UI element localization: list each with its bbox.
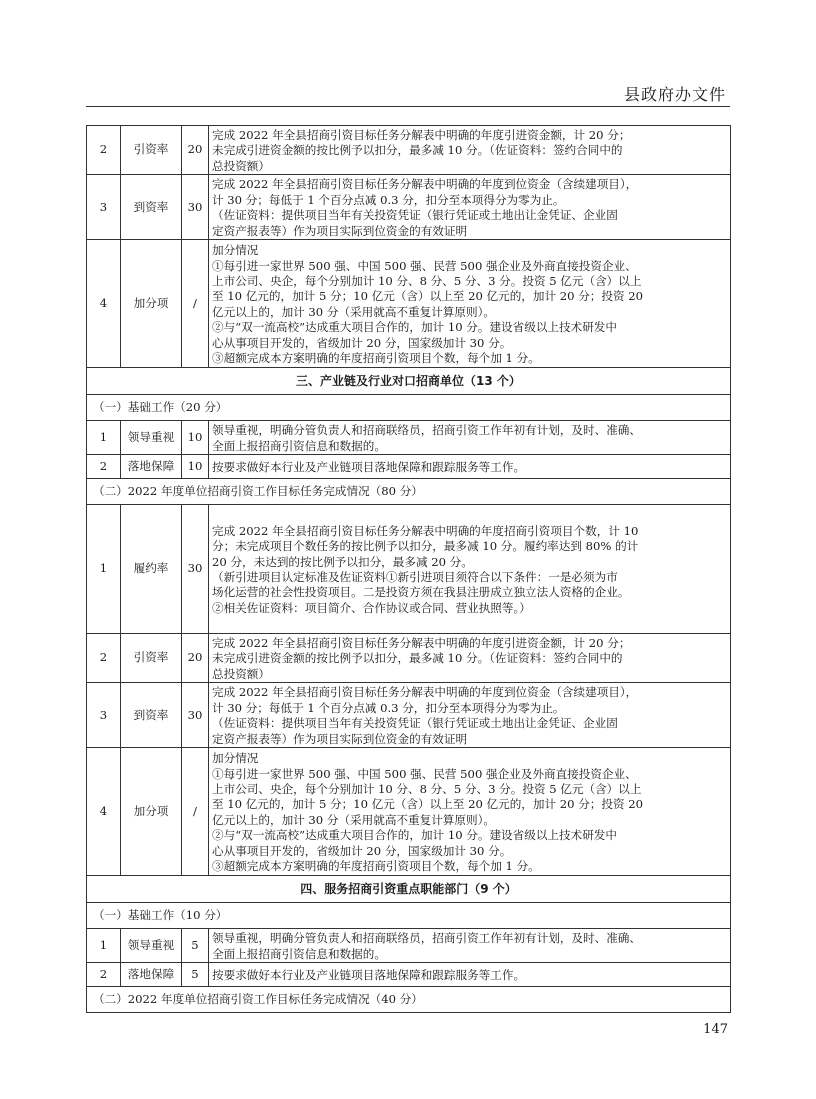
criteria-line: 全面上报招商引资信息和数据的。 — [212, 438, 386, 453]
document-header-title: 县政府办文件 — [623, 85, 726, 104]
item-score: 10 — [182, 421, 209, 455]
criteria-description — [209, 963, 731, 987]
criteria-line: 至 10 亿元的，加计 5 分；10 亿元（含）以上至 20 亿元的，加计 20 分；投资 20 — [212, 289, 644, 304]
item-name: 引资率 — [121, 126, 182, 175]
subsection-heading: （二）2022 年度单位招商引资工作目标任务完成情况（40 分） — [87, 987, 731, 1013]
item-score: 5 — [182, 929, 209, 963]
criteria-line: 至 10 亿元的，加计 5 分；10 亿元（含）以上至 20 亿元的，加计 20 分；投资 20 — [212, 797, 644, 812]
table-row — [87, 126, 731, 175]
subsection-heading-row — [87, 479, 731, 505]
criteria-line: ②相关佐证资料：项目简介、合作协议或合同、营业执照等。） — [212, 600, 531, 615]
criteria-line: 场化运营的社会性投资项目。二是投资方须在我县注册成立独立法人资格的企业。 — [212, 585, 630, 600]
criteria-line: 计 30 分；每低于 1 个百分点减 0.3 分，扣分至本项得分为零为止。 — [212, 700, 565, 715]
item-score: 30 — [182, 175, 209, 240]
row-number: 2 — [87, 634, 121, 683]
row-number: 1 — [87, 421, 121, 455]
item-score: 5 — [182, 963, 209, 987]
criteria-description — [209, 126, 731, 175]
item-score: / — [182, 748, 209, 876]
criteria-line: 亿元以上的，加计 30 分（采用就高不重复计算原则）。 — [212, 812, 495, 827]
item-score: 20 — [182, 126, 209, 175]
item-name: 引资率 — [121, 634, 182, 683]
item-name: 到资率 — [121, 175, 182, 240]
item-score: 30 — [182, 683, 209, 748]
table-row — [87, 421, 731, 455]
table-row — [87, 929, 731, 963]
criteria-description — [209, 240, 731, 368]
criteria-description — [209, 421, 731, 455]
criteria-line: 按要求做好本行业及产业链项目落地保障和跟踪服务等工作。 — [212, 967, 526, 982]
criteria-line: 定资产报表等）作为项目实际到位资金的有效证明 — [212, 223, 468, 238]
criteria-description — [209, 748, 731, 876]
table-row — [87, 748, 731, 876]
item-name: 加分项 — [121, 748, 182, 876]
criteria-line: 计 30 分；每低于 1 个百分点减 0.3 分，扣分至本项得分为零为止。 — [212, 192, 565, 207]
criteria-description — [209, 929, 731, 963]
criteria-description — [209, 175, 731, 240]
item-score: 20 — [182, 634, 209, 683]
section-heading-row — [87, 368, 731, 395]
criteria-line: ②与“双一流高校”达成重大项目合作的，加计 10 分。建设省级以上技术研发中 — [212, 320, 617, 335]
criteria-line: 定资产报表等）作为项目实际到位资金的有效证明 — [212, 731, 468, 746]
criteria-line: 领导重视，明确分管负责人和招商联络员，招商引资工作年初有计划，及时、准确、 — [212, 931, 641, 946]
criteria-line: 加分情况 — [212, 751, 259, 766]
criteria-line: 总投资额） — [212, 666, 270, 681]
page-number: 147 — [703, 1022, 728, 1037]
row-number: 3 — [87, 175, 121, 240]
criteria-line: 心从事项目开发的，省级加计 20 分，国家级加计 30 分。 — [212, 335, 512, 350]
subsection-heading: （二）2022 年度单位招商引资工作目标任务完成情况（80 分） — [87, 479, 731, 505]
criteria-line: 按要求做好本行业及产业链项目落地保障和跟踪服务等工作。 — [212, 459, 526, 474]
subsection-heading: （一）基础工作（10 分） — [87, 903, 731, 929]
criteria-description — [209, 634, 731, 683]
criteria-line: 未完成引进资金额的按比例予以扣分，最多减 10 分。（佐证资料：签约合同中的 — [212, 651, 623, 666]
item-name: 落地保障 — [121, 963, 182, 987]
criteria-line: ③超额完成本方案明确的年度招商引资项目个数，每个加 1 分。 — [212, 858, 540, 873]
header-divider — [86, 106, 730, 107]
section-heading-row — [87, 876, 731, 903]
criteria-line: 上市公司、央企，每个分别加计 10 分、8 分、5 分、3 分。投资 5 亿元（含）以上 — [212, 781, 642, 796]
row-number: 2 — [87, 963, 121, 987]
criteria-line: ②与“双一流高校”达成重大项目合作的，加计 10 分。建设省级以上技术研发中 — [212, 828, 617, 843]
criteria-line: 领导重视，明确分管负责人和招商联络员，招商引资工作年初有计划，及时、准确、 — [212, 423, 641, 438]
table-row — [87, 455, 731, 479]
criteria-line: 完成 2022 年全县招商引资目标任务分解表中明确的年度引进资金额，计 20 分； — [212, 636, 631, 651]
table-row — [87, 963, 731, 987]
row-number: 2 — [87, 126, 121, 175]
criteria-line: ①每引进一家世界 500 强、中国 500 强、民营 500 强企业及外商直接投资企业、 — [212, 258, 637, 273]
item-name: 加分项 — [121, 240, 182, 368]
table-row — [87, 175, 731, 240]
item-name: 领导重视 — [121, 929, 182, 963]
criteria-line: （新引进项目认定标准及佐证资料①新引进项目须符合以下条件：一是必须为市 — [212, 570, 618, 585]
item-score: 10 — [182, 455, 209, 479]
criteria-line: 完成 2022 年全县招商引资目标任务分解表中明确的年度到位资金（含续建项目）， — [212, 177, 638, 192]
criteria-line: 加分情况 — [212, 243, 259, 258]
section-heading: 四、服务招商引资重点职能部门（9 个） — [87, 876, 731, 903]
item-score: 30 — [182, 505, 209, 634]
subsection-heading-row — [87, 903, 731, 929]
criteria-line: 上市公司、央企，每个分别加计 10 分、8 分、5 分、3 分。投资 5 亿元（含）以上 — [212, 273, 642, 288]
criteria-line: ①每引进一家世界 500 强、中国 500 强、民营 500 强企业及外商直接投资企业、 — [212, 766, 637, 781]
section-heading: 三、产业链及行业对口招商单位（13 个） — [87, 368, 731, 395]
table-row — [87, 634, 731, 683]
criteria-line: 完成 2022 年全县招商引资目标任务分解表中明确的年度到位资金（含续建项目）， — [212, 685, 638, 700]
row-number: 3 — [87, 683, 121, 748]
criteria-description — [209, 683, 731, 748]
row-number: 4 — [87, 748, 121, 876]
criteria-line: 亿元以上的，加计 30 分（采用就高不重复计算原则）。 — [212, 304, 495, 319]
criteria-line: 未完成引进资金额的按比例予以扣分，最多减 10 分。（佐证资料：签约合同中的 — [212, 143, 623, 158]
table-row — [87, 683, 731, 748]
item-name: 落地保障 — [121, 455, 182, 479]
item-name: 履约率 — [121, 505, 182, 634]
item-score: / — [182, 240, 209, 368]
row-number: 1 — [87, 929, 121, 963]
criteria-description — [209, 505, 731, 634]
subsection-heading: （一）基础工作（20 分） — [87, 395, 731, 421]
scoring-table — [86, 125, 731, 1013]
item-name: 到资率 — [121, 683, 182, 748]
table-row — [87, 505, 731, 634]
row-number: 2 — [87, 455, 121, 479]
subsection-heading-row — [87, 395, 731, 421]
row-number: 4 — [87, 240, 121, 368]
row-number: 1 — [87, 505, 121, 634]
criteria-line: 分；未完成项目个数任务的按比例予以扣分，最多减 10 分。履约率达到 80% 的计 — [212, 539, 639, 554]
criteria-line: （佐证资料：提供项目当年有关投资凭证（银行凭证或土地出让金凭证、企业固 — [212, 208, 618, 223]
criteria-line: 总投资额） — [212, 158, 270, 173]
criteria-line: 全面上报招商引资信息和数据的。 — [212, 946, 386, 961]
criteria-line: 完成 2022 年全县招商引资目标任务分解表中明确的年度引进资金额，计 20 分； — [212, 128, 631, 142]
criteria-line: 20 分，未达到的按比例予以扣分，最多减 20 分。 — [212, 554, 473, 569]
criteria-line: ③超额完成本方案明确的年度招商引资项目个数，每个加 1 分。 — [212, 350, 540, 365]
item-name: 领导重视 — [121, 421, 182, 455]
subsection-heading-row — [87, 987, 731, 1013]
criteria-description — [209, 455, 731, 479]
table-row — [87, 240, 731, 368]
criteria-line: 心从事项目开发的，省级加计 20 分，国家级加计 30 分。 — [212, 843, 512, 858]
criteria-line: 完成 2022 年全县招商引资目标任务分解表中明确的年度招商引资项目个数，计 10 — [212, 523, 639, 538]
criteria-line: （佐证资料：提供项目当年有关投资凭证（银行凭证或土地出让金凭证、企业固 — [212, 716, 618, 731]
